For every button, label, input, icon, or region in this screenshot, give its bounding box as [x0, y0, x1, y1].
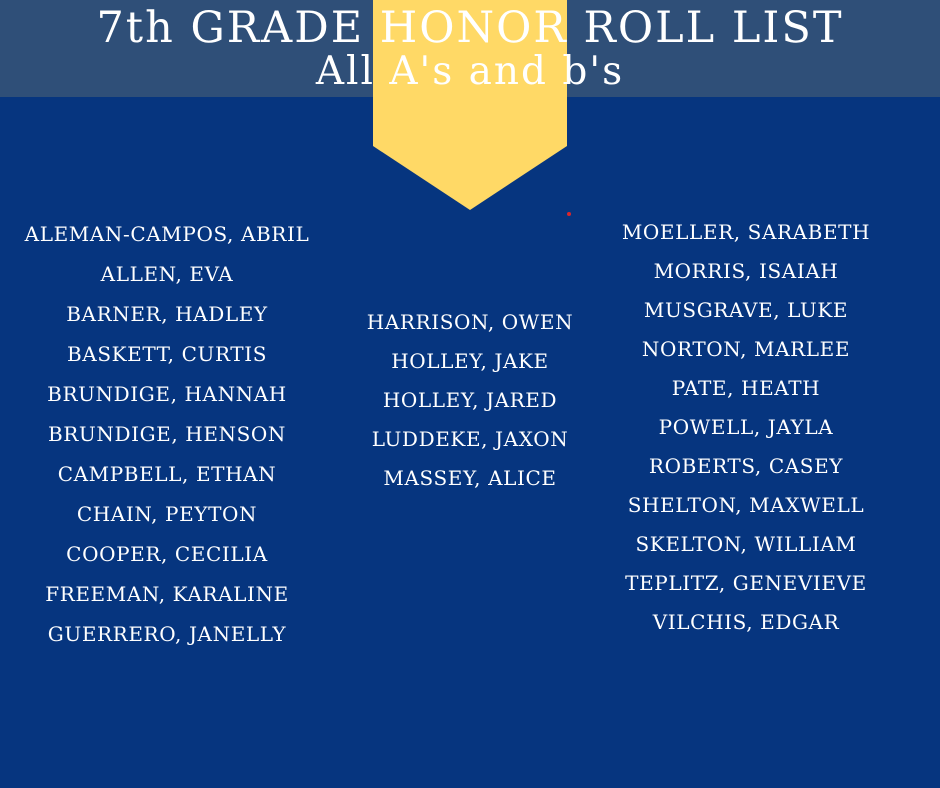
student-name: CAMPBELL, ETHAN — [57, 462, 277, 486]
student-name: PATE, HEATH — [671, 376, 821, 400]
student-name: BARNER, HADLEY — [66, 302, 268, 326]
student-name: COOPER, CECILIA — [66, 542, 268, 566]
student-name: MOELLER, SARABETH — [621, 220, 871, 244]
student-name: SKELTON, WILLIAM — [635, 532, 857, 556]
student-name: BASKETT, CURTIS — [66, 342, 267, 366]
student-name: MUSGRAVE, LUKE — [643, 298, 849, 322]
student-name: HOLLEY, JARED — [382, 388, 558, 412]
student-name: BRUNDIGE, HENSON — [47, 422, 287, 446]
student-name: ROBERTS, CASEY — [648, 454, 844, 478]
student-name: MORRIS, ISAIAH — [653, 259, 839, 283]
student-name: TEPLITZ, GENEVIEVE — [625, 571, 867, 595]
names-column-left — [17, 214, 317, 654]
page-title: 7th GRADE HONOR ROLL LIST — [96, 3, 844, 53]
names-column-right — [596, 213, 896, 642]
student-name: POWELL, JAYLA — [658, 415, 834, 439]
page-subtitle: All A's and b's — [315, 49, 625, 94]
student-name: GUERRERO, JANELLY — [47, 622, 287, 646]
student-name: ALEMAN-CAMPOS, ABRIL — [24, 222, 310, 246]
student-name: FREEMAN, KARALINE — [45, 582, 289, 606]
student-name: HARRISON, OWEN — [366, 310, 574, 334]
student-name: MASSEY, ALICE — [383, 466, 557, 490]
decorative-dot — [567, 212, 571, 216]
student-name: BRUNDIGE, HANNAH — [47, 382, 287, 406]
student-name: CHAIN, PEYTON — [76, 502, 258, 526]
student-name: LUDDEKE, JAXON — [371, 427, 569, 451]
student-name: VILCHIS, EDGAR — [652, 610, 840, 634]
student-name: HOLLEY, JAKE — [391, 349, 549, 373]
student-name: SHELTON, MAXWELL — [627, 493, 865, 517]
student-name: NORTON, MARLEE — [641, 337, 851, 361]
names-column-middle — [320, 303, 620, 498]
student-name: ALLEN, EVA — [100, 262, 234, 286]
